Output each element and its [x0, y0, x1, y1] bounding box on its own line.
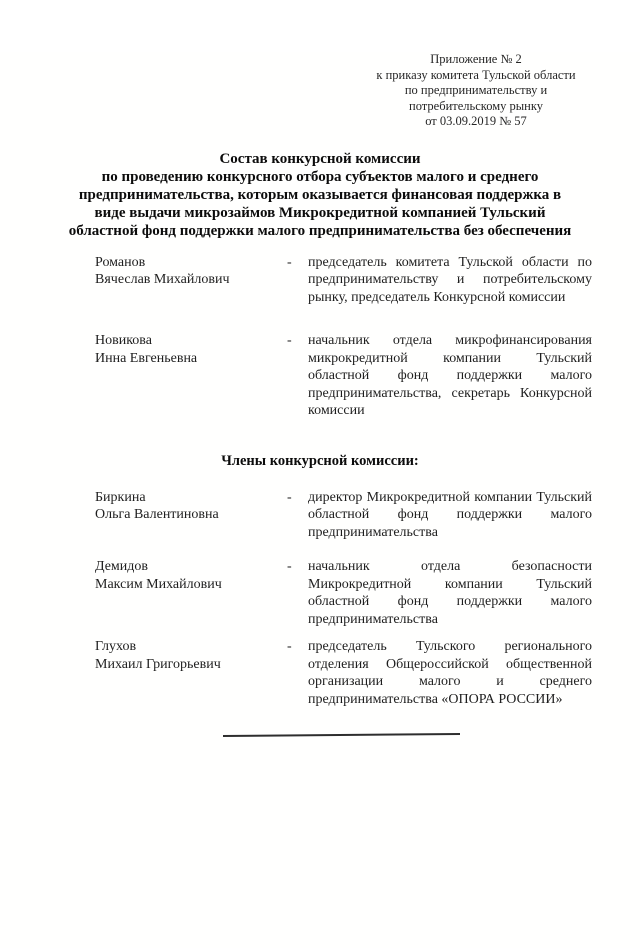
document-title-line: предпринимательства, которым оказывается финансовая поддержка в [78, 186, 562, 203]
commission-member-row [95, 489, 592, 542]
annex-header-line: Приложение № 2 [430, 52, 522, 66]
commission-member-row [95, 558, 592, 628]
signature-line [223, 733, 460, 737]
annex-header-line: потребительскому рынку [409, 98, 543, 113]
commission-member-row [95, 638, 592, 708]
document-title-line: по проведению конкурсного отбора субъектов малого и среднего [101, 168, 539, 185]
commission-member-row [95, 332, 592, 420]
annex-header-line: от 03.09.2019 № 57 [425, 114, 527, 128]
dash-separator: - [287, 333, 292, 348]
member-given-names: Михаил Григорьевич [95, 656, 221, 672]
member-name [95, 558, 287, 628]
dash-separator: - [287, 254, 292, 270]
members-section-heading: Члены конкурсной комиссии: [221, 452, 419, 469]
document-title-line: Состав конкурсной комиссии [219, 150, 421, 167]
member-given-names: Максим Михайлович [95, 576, 222, 592]
commission-roster [95, 254, 592, 420]
document-title-line: виде выдачи микрозаймов Микрокредитной компанией Тульский [94, 204, 546, 221]
member-given-names: Ольга Валентиновна [95, 507, 219, 522]
member-surname: Глухов [95, 639, 137, 654]
dash-separator: - [287, 639, 292, 654]
member-surname: Биркина [95, 489, 146, 505]
member-position: председатель Тульского регионального отделения Общероссийской общественной организации малого и среднего предпринимательства «ОПОРА РОССИИ» [308, 639, 592, 707]
annex-header-line: по предпринимательству и [404, 83, 548, 97]
member-surname: Демидов [95, 559, 149, 574]
document-title [42, 150, 598, 240]
member-name [95, 332, 287, 420]
member-given-names: Вячеслав Михайлович [95, 272, 230, 287]
member-name [95, 638, 287, 708]
document-page [0, 52, 640, 948]
dash-separator: - [287, 489, 292, 505]
member-position: председатель комитета Тульской области по предпринимательству и потребительскому рынку, председатель Конкурсной комиссии [308, 254, 592, 305]
member-name [95, 254, 287, 307]
annex-header-line: к приказу комитета Тульской области [376, 67, 576, 82]
member-position: начальник отдела микрофинансирования микрокредитной компании Тульский областной фонд поддержки малого предпринимательства, секретарь Конкурсной комиссии [308, 333, 592, 418]
member-name [95, 489, 287, 542]
member-position: директор Микрокредитной компании Тульский областной фонд поддержки малого предпринимательства [308, 489, 592, 540]
dash-separator: - [287, 559, 292, 574]
member-surname: Новикова [95, 333, 152, 348]
member-position: начальник отдела безопасности Микрокредитной компании Тульский областной фонд поддержки малого предпринимательства [308, 559, 592, 627]
member-given-names: Инна Евгеньевна [95, 350, 198, 366]
commission-members-list [95, 489, 592, 709]
document-title-line: областной фонд поддержки малого предпринимательства без обеспечения [68, 222, 572, 239]
annex-header [364, 52, 588, 130]
commission-member-row [95, 254, 592, 307]
member-surname: Романов [95, 254, 146, 270]
